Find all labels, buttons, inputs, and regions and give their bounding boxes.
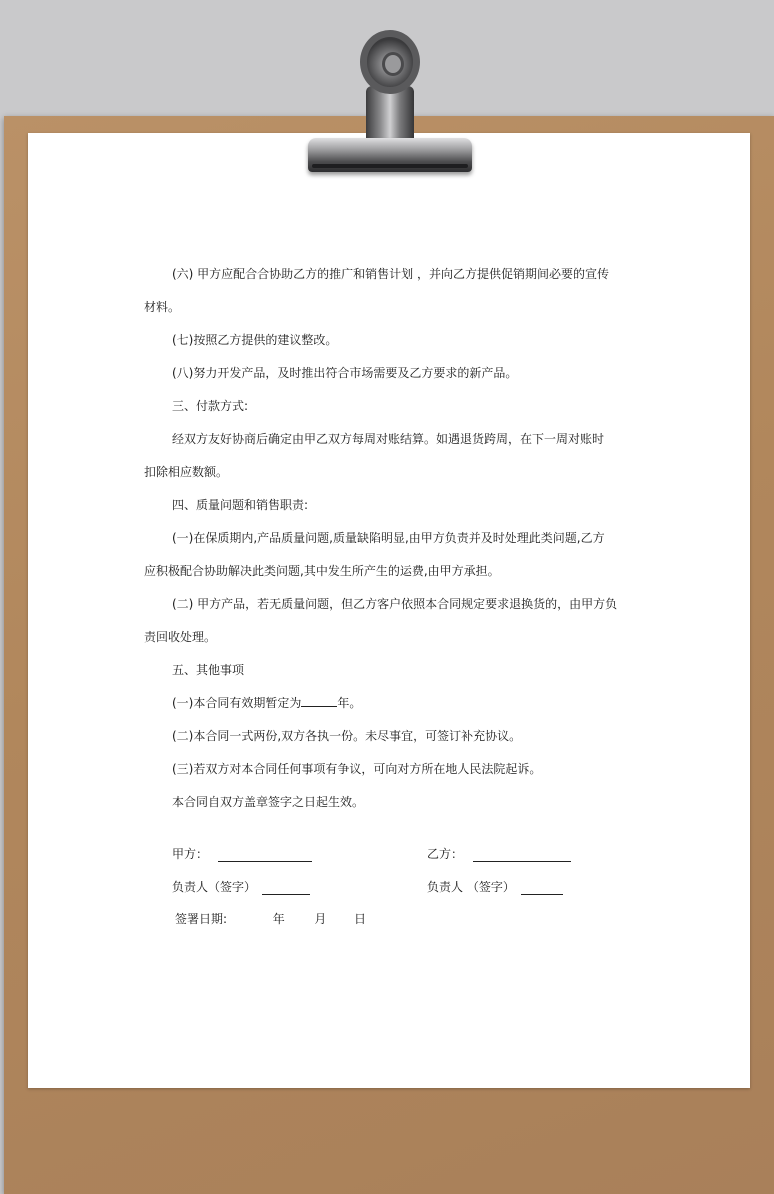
date-month: 月 (314, 912, 327, 926)
sign-date-row (175, 910, 366, 927)
sign-date-label: 签署日期: (175, 912, 228, 926)
other-term (144, 687, 634, 720)
quality-1-line1: (一)在保质期内,产品质量问题,质量缺陷明显,由甲方负责并及时处理此类问题,乙方 (172, 531, 605, 545)
clause-7: (七)按照乙方提供的建议整改。 (172, 333, 338, 347)
binder-clip-icon (300, 26, 480, 178)
party-a-row (172, 845, 312, 862)
other-dispute: (三)若双方对本合同任何事项有争议，可向对方所在地人民法院起诉。 (172, 762, 542, 776)
term-years-blank[interactable] (301, 694, 337, 707)
party-b-label: 乙方： (427, 847, 464, 861)
rep-a-row (172, 878, 310, 895)
clause-6-line1: (六) 甲方应配合合协助乙方的推广和销售计划 ，并向乙方提供促销期间必要的宣传 (172, 267, 609, 281)
section-heading-quality: 四、质量问题和销售职责: (172, 498, 309, 512)
term-prefix: (一)本合同有效期暂定为 (172, 696, 302, 710)
section-heading-payment: 三、付款方式: (172, 399, 249, 413)
quality-2-line1: (二) 甲方产品，若无质量问题，但乙方客户依照本合同规定要求退换货的，由甲方负 (172, 597, 618, 611)
quality-1-line2: 应积极配合协助解决此类问题,其中发生所产生的运费,由甲方承担。 (144, 564, 500, 578)
clause-8: (八)努力开发产品，及时推出符合市场需要及乙方要求的新产品。 (172, 366, 518, 380)
rep-b-label: 负责人 （签字） (427, 880, 515, 894)
clause-6-line2: 材料。 (144, 300, 181, 314)
rep-a-blank[interactable] (262, 880, 310, 895)
term-suffix: 年。 (337, 696, 362, 710)
section-heading-other: 五、其他事项 (172, 663, 245, 677)
date-day: 日 (354, 912, 367, 926)
party-a-label: 甲方： (172, 847, 209, 861)
payment-line1: 经双方友好协商后确定由甲乙双方每周对账结算。如遇退货跨周，在下一周对账时 (172, 432, 605, 446)
rep-a-label: 负责人（签字） (172, 880, 257, 894)
party-a-blank[interactable] (218, 847, 312, 862)
party-b-row (427, 845, 571, 862)
other-copies: (二)本合同一式两份,双方各执一份。未尽事宜，可签订补充协议。 (172, 729, 522, 743)
contract-body (144, 258, 634, 819)
rep-b-blank[interactable] (521, 880, 563, 895)
quality-2-line2: 责回收处理。 (144, 630, 217, 644)
date-year: 年 (272, 912, 285, 926)
rep-b-row (427, 878, 563, 895)
payment-line2: 扣除相应数额。 (144, 465, 229, 479)
effective-statement: 本合同自双方盖章签字之日起生效。 (172, 795, 365, 809)
party-b-blank[interactable] (473, 847, 571, 862)
